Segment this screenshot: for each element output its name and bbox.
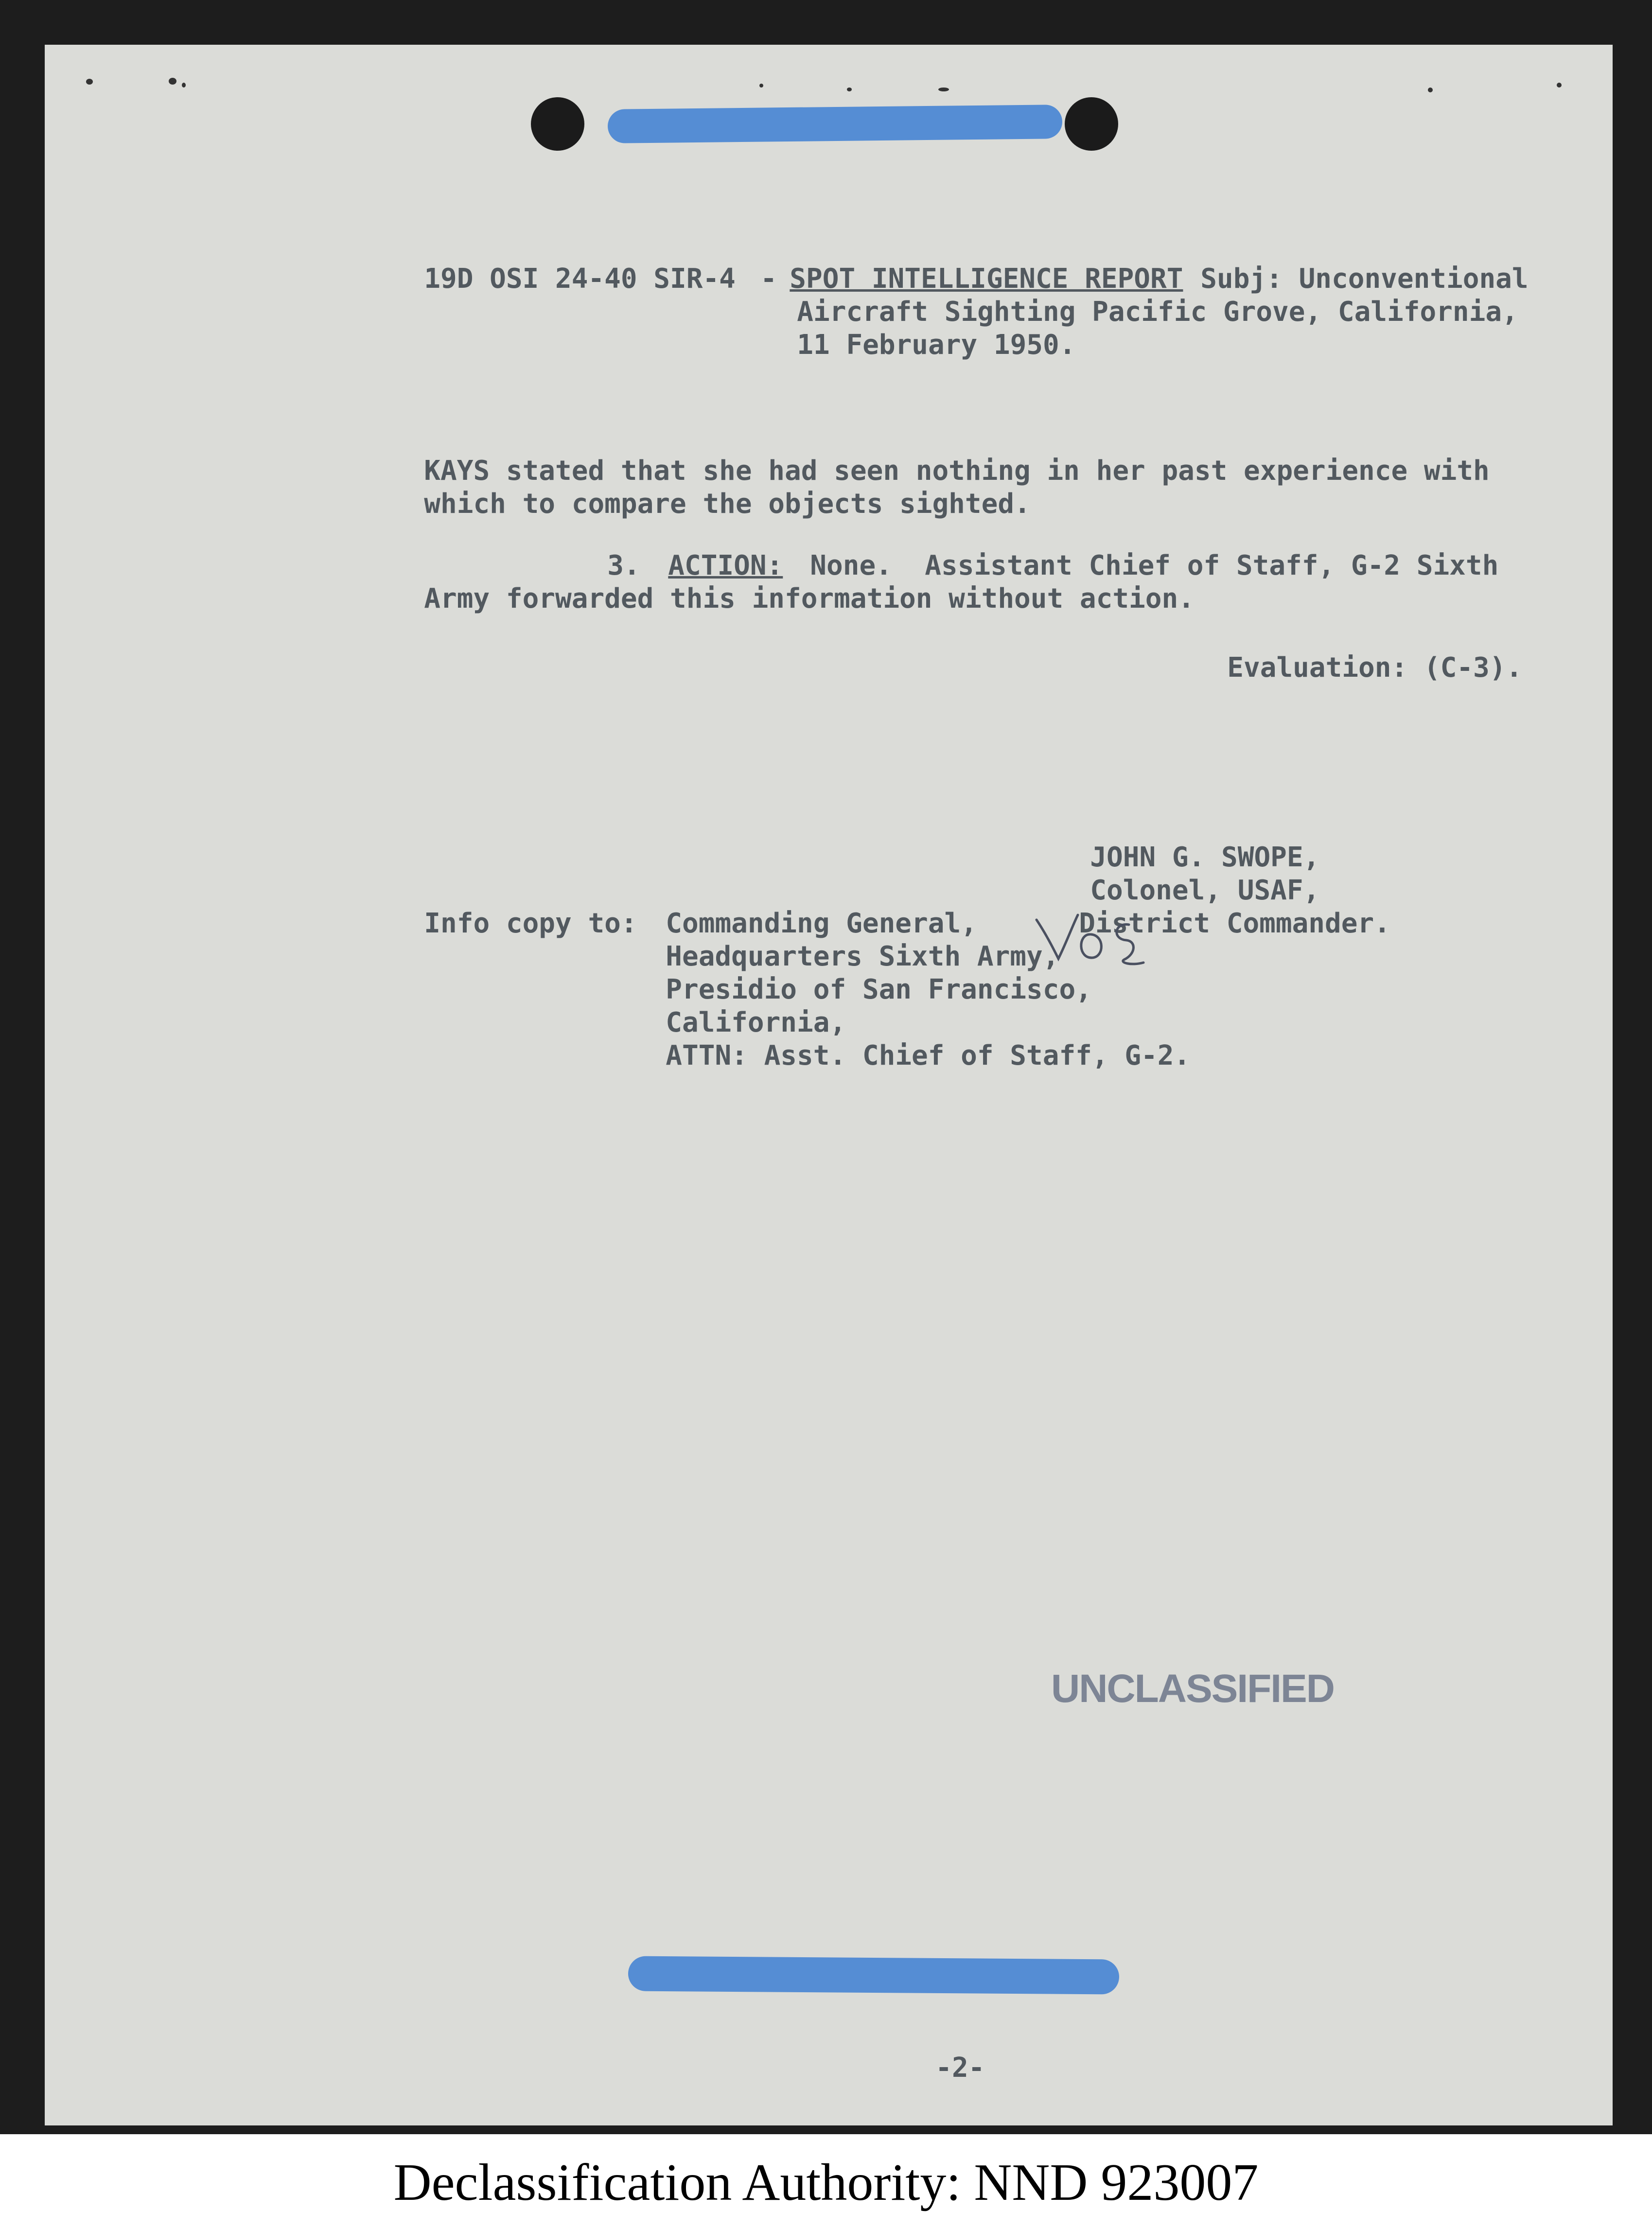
signer-title: District Commander. bbox=[1079, 908, 1390, 939]
declassification-caption: Declassification Authority: NND 923007 bbox=[393, 2154, 1259, 2211]
action-number: 3. bbox=[607, 550, 640, 581]
distribution-line: Commanding General, bbox=[666, 908, 977, 939]
subject-line-3: 11 February 1950. bbox=[797, 329, 1076, 361]
page-number: -2- bbox=[935, 2052, 985, 2084]
header-dash: - bbox=[760, 263, 777, 295]
document-page bbox=[45, 45, 1613, 2125]
distribution-line: Presidio of San Francisco, bbox=[666, 974, 1092, 1005]
evaluation: Evaluation: (C-3). bbox=[1227, 652, 1523, 684]
paragraph-line-2: which to compare the objects sighted. bbox=[424, 488, 1031, 520]
signer-rank: Colonel, USAF, bbox=[1090, 875, 1320, 906]
distribution-line: California, bbox=[666, 1007, 846, 1038]
action-line-1: None. Assistant Chief of Staff, G-2 Sixth bbox=[810, 550, 1499, 581]
info-copy-label: Info copy to: bbox=[424, 908, 637, 939]
distribution-line: Headquarters Sixth Army, bbox=[666, 941, 1059, 972]
punch-hole-left bbox=[531, 97, 584, 151]
distribution-line: ATTN: Asst. Chief of Staff, G-2. bbox=[666, 1040, 1191, 1071]
file-reference: 19D OSI 24-40 SIR-4 bbox=[424, 263, 736, 295]
action-label: ACTION: bbox=[668, 550, 783, 581]
report-type: SPOT INTELLIGENCE REPORT bbox=[790, 263, 1183, 295]
action-line-2: Army forwarded this information without action. bbox=[424, 583, 1195, 614]
paragraph-line-1: KAYS stated that she had seen nothing in her past experience with bbox=[424, 455, 1490, 487]
classification-stamp: UNCLASSIFIED bbox=[1051, 1667, 1334, 1711]
subject-line-2: Aircraft Sighting Pacific Grove, California, bbox=[797, 296, 1518, 328]
signer-name: JOHN G. SWOPE, bbox=[1090, 842, 1320, 873]
subject-line-1: Subj: Unconventional bbox=[1200, 263, 1529, 295]
punch-hole-right bbox=[1065, 97, 1118, 151]
bottom-redaction-tape bbox=[628, 1956, 1119, 1994]
top-redaction-tape bbox=[608, 105, 1063, 143]
